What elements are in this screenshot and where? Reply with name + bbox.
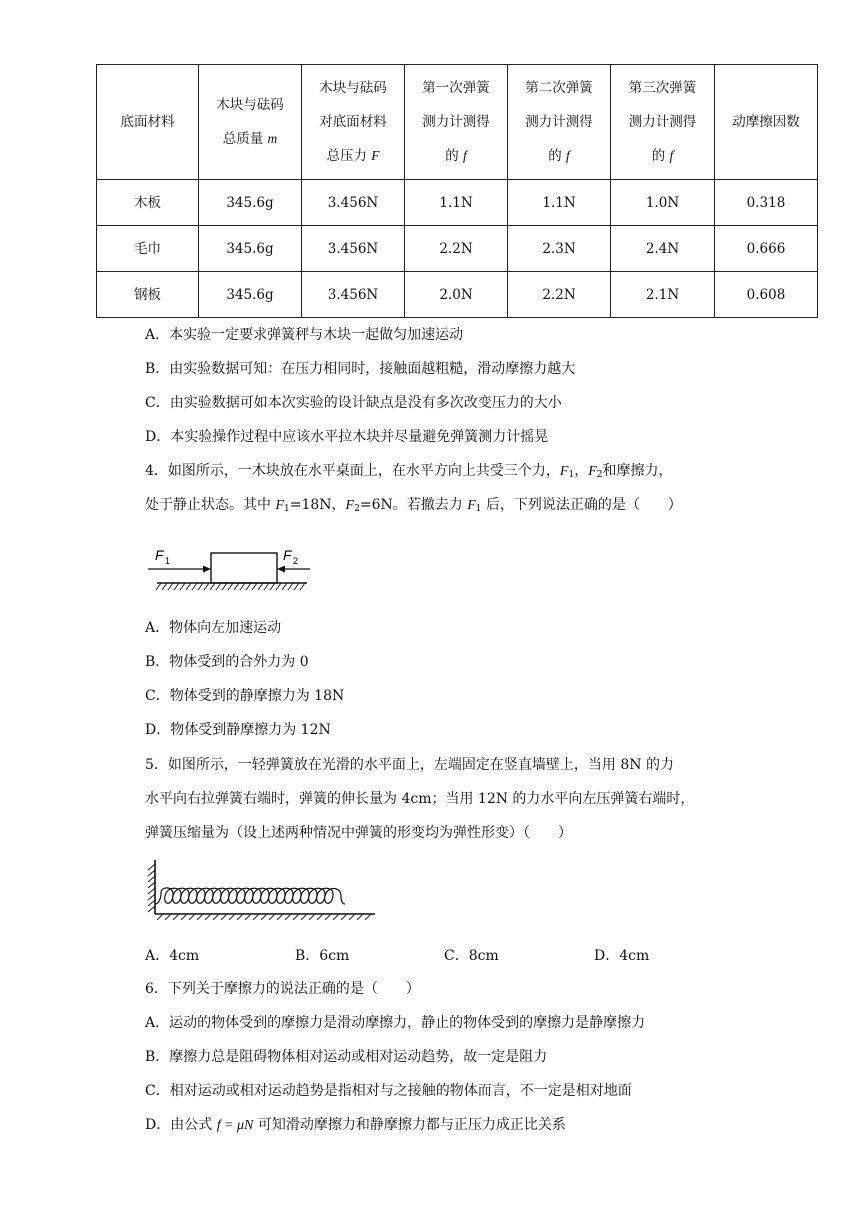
table-cell: 2.0N [405, 272, 508, 318]
q5-spring-figure [145, 858, 380, 920]
q5-stem-line-1: 5．如图所示，一轻弹簧放在光滑的水平面上，左端固定在竖直墙壁上，当用 8N 的力 [145, 757, 674, 773]
table-cell: 2.4N [611, 226, 715, 272]
q4-option-b: B．物体受到的合外力为 0 [145, 654, 309, 670]
header-mass: 木块与砝码 总质量 m [199, 65, 302, 180]
fig-f1-label: F [155, 547, 164, 563]
q5-option-c: C．8cm [444, 948, 499, 964]
header-second-measure: 第二次弹簧 测力计测得 的 f [508, 65, 611, 180]
q6-option-a: A．运动的物体受到的摩擦力是滑动摩擦力，静止的物体受到的摩擦力是静摩擦力 [145, 1015, 646, 1031]
q6-stem: 6．下列关于摩擦力的说法正确的是（ ） [145, 981, 420, 997]
q4-option-d: D．物体受到静摩擦力为 12N [145, 722, 331, 738]
q5-option-a: A．4cm [145, 948, 200, 964]
q3-option-a: A．本实验一定要求弹簧秤与木块一起做匀加速运动 [145, 327, 464, 343]
q6-option-b: B．摩擦力总是阻碍物体相对运动或相对运动趋势，故一定是阻力 [145, 1049, 548, 1065]
table-cell: 345.6g [199, 272, 302, 318]
table-cell: 3.456N [302, 226, 405, 272]
table-header-row [97, 65, 818, 180]
q6-option-d: D．由公式 f = μN 可知滑动摩擦力和静摩擦力都与正压力成正比关系 [145, 1117, 566, 1133]
table-cell: 3.456N [302, 272, 405, 318]
header-first-measure: 第一次弹簧 测力计测得 的 f [405, 65, 508, 180]
table-cell: 2.1N [611, 272, 715, 318]
q5-option-b: B．6cm [295, 948, 350, 964]
table-cell: 1.1N [508, 180, 611, 226]
table-cell: 毛巾 [97, 226, 199, 272]
q4-option-a: A．物体向左加速运动 [145, 620, 282, 636]
table-row [97, 180, 818, 226]
table-cell: 0.666 [715, 226, 818, 272]
q5-stem-line-3: 弹簧压缩量为（设上述两种情况中弹簧的形变均为弹性形变）（ ） [145, 825, 572, 841]
table-row [97, 226, 818, 272]
table-cell: 2.2N [405, 226, 508, 272]
q6-option-c: C．相对运动或相对运动趋势是指相对与之接触的物体而言，不一定是相对地面 [145, 1083, 632, 1099]
q3-option-d: D．本实验操作过程中应该水平拉木块并尽量避免弹簧测力计摇晃 [145, 429, 549, 445]
table-cell: 3.456N [302, 180, 405, 226]
table-cell: 1.0N [611, 180, 715, 226]
header-third-measure: 第三次弹簧 测力计测得 的 f [611, 65, 715, 180]
q4-option-c: C．物体受到的静摩擦力为 18N [145, 688, 345, 704]
table-cell: 0.608 [715, 272, 818, 318]
fig-f2-label: F [283, 547, 292, 563]
table-cell: 0.318 [715, 180, 818, 226]
table-cell: 1.1N [405, 180, 508, 226]
table-cell: 345.6g [199, 226, 302, 272]
table-row [97, 272, 818, 318]
friction-data-table [96, 64, 818, 318]
q5-option-d: D．4cm [594, 948, 650, 964]
q4-stem-line-1: 4．如图所示，一木块放在水平桌面上，在水平方向上共受三个力，$F_1$，$F_2$和摩擦力， [145, 463, 673, 480]
table-cell: 2.2N [508, 272, 611, 318]
q3-option-c: C．由实验数据可如本次实验的设计缺点是没有多次改变压力的大小 [145, 395, 562, 411]
header-material: 底面材料 [97, 65, 199, 180]
header-pressure: 木块与砝码 对底面材料 总压力 F [302, 65, 405, 180]
q3-option-b: B．由实验数据可知：在压力相同时，接触面越粗糙，滑动摩擦力越大 [145, 361, 576, 377]
table-cell: 钢板 [97, 272, 199, 318]
table-cell: 2.3N [508, 226, 611, 272]
header-coefficient: 动摩擦因数 [715, 65, 818, 180]
q4-stem-line-2: 处于静止状态。其中 $F_1=18N$，$F_2=6N$。若撤去力 $F_1$ 后，下列说法正确的是（ ） [145, 497, 682, 514]
q5-stem-line-2: 水平向右拉弹簧右端时，弹簧的伸长量为 4cm；当用 12N 的力水平向左压弹簧右端时， [145, 791, 695, 807]
spring-coil [155, 888, 345, 904]
table-cell: 木板 [97, 180, 199, 226]
friction-formula: f = μN [216, 1118, 254, 1133]
q4-block-figure [145, 538, 320, 598]
table-cell: 345.6g [199, 180, 302, 226]
fig-f1-sub: 1 [165, 556, 171, 566]
fig-f2-sub: 2 [293, 556, 299, 566]
wood-block [211, 553, 277, 583]
